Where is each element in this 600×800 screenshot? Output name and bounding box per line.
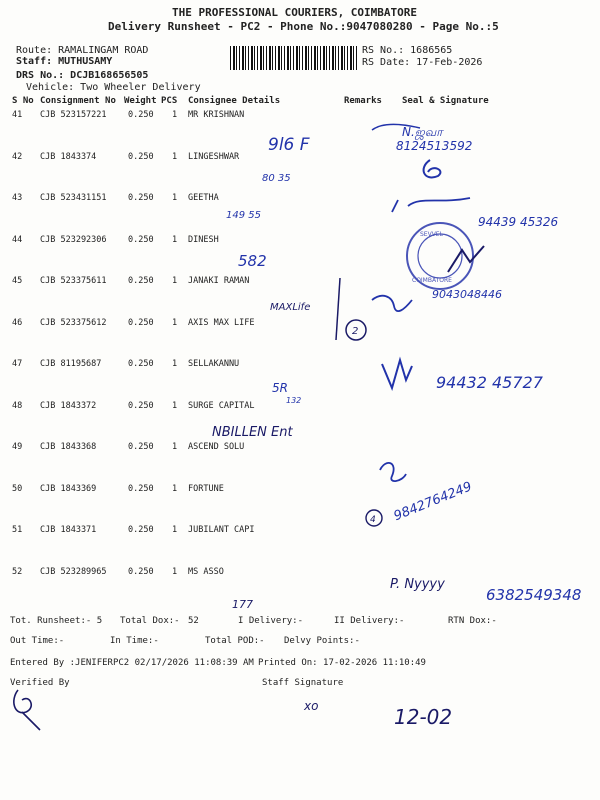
- hw-r46-circle-number: 2: [352, 326, 359, 337]
- ii-delivery: II Delivery:-: [334, 616, 405, 626]
- row-pcs: 1: [172, 152, 178, 162]
- verified-by: Verified By: [10, 678, 70, 688]
- row-weight: 0.250: [128, 484, 154, 494]
- row-pcs: 1: [172, 318, 178, 328]
- row-consignee: SURGE CAPITAL: [188, 401, 255, 411]
- row-consignment: CJB 1843372: [40, 401, 97, 411]
- row-weight: 0.250: [128, 318, 154, 328]
- row-weight: 0.250: [128, 525, 154, 535]
- row-consignee: SELLAKANNU: [188, 359, 240, 369]
- stamp-outer-ring: [407, 223, 473, 289]
- row-consignee: MR KRISHNAN: [188, 110, 245, 120]
- hw-r52-name: P. Nyyyy: [390, 577, 445, 592]
- row-pcs: 1: [172, 525, 178, 535]
- hw-r45-signature: [372, 296, 412, 311]
- rs-number: RS No.: 1686565: [362, 45, 453, 56]
- col-pcs: PCS: [161, 96, 178, 106]
- staff-label: Staff: MUTHUSAMY: [16, 56, 113, 67]
- row-pcs: 1: [172, 110, 178, 120]
- hw-r43-note: 149 55: [226, 210, 261, 221]
- staff-signature: Staff Signature: [262, 678, 344, 688]
- row-sno: 41: [12, 110, 23, 120]
- row-consignee: ASCEND SOLU: [188, 442, 245, 452]
- row-sno: 48: [12, 401, 23, 411]
- row-sno: 47: [12, 359, 23, 369]
- total-dox-value: 52: [188, 616, 199, 626]
- out-time: Out Time:-: [10, 636, 65, 646]
- row-pcs: 1: [172, 484, 178, 494]
- hw-r52-note: 177: [232, 598, 253, 611]
- row-weight: 0.250: [128, 110, 154, 120]
- row-consignee: DINESH: [188, 235, 219, 245]
- hw-r48-sub: 132: [286, 396, 302, 405]
- row-pcs: 1: [172, 442, 178, 452]
- hw-r41-sign-phone: 8124513592: [396, 139, 473, 153]
- hw-r48-name: NBILLEN Ent: [212, 425, 293, 440]
- hw-r49-signature: [380, 463, 406, 481]
- row-weight: 0.250: [128, 235, 154, 245]
- row-consignment: CJB 523375612: [40, 318, 107, 328]
- hw-r48-note: 5R: [272, 381, 288, 395]
- hw-r46-circle: [346, 320, 366, 340]
- row-pcs: 1: [172, 567, 178, 577]
- col-remarks: Remarks: [344, 96, 382, 106]
- route-label: Route: RAMALINGAM ROAD: [16, 45, 149, 56]
- col-weight: Weight: [124, 96, 157, 106]
- hw-r49-phone: 9842764249: [391, 479, 475, 525]
- row-weight: 0.250: [128, 359, 154, 369]
- printed-on: Printed On: 17-02-2026 11:10:49: [258, 658, 426, 668]
- row-consignee: JUBILANT CAPI: [188, 525, 255, 535]
- row-pcs: 1: [172, 359, 178, 369]
- total-dox-label: Total Dox:-: [120, 616, 180, 626]
- row-consignee: AXIS MAX LIFE: [188, 318, 255, 328]
- hw-r41-remark: 9l6 F: [268, 135, 310, 155]
- row-pcs: 1: [172, 235, 178, 245]
- row-consignment: CJB 81195687: [40, 359, 102, 369]
- col-seal-signature: Seal & Signature: [402, 96, 489, 106]
- vehicle-label: Vehicle: Two Wheeler Delivery: [26, 82, 201, 93]
- runsheet-title: Delivery Runsheet - PC2 - Phone No.:9047080280 - Page No.:5: [108, 20, 499, 33]
- row-consignment: CJB 1843371: [40, 525, 97, 535]
- row-pcs: 1: [172, 276, 178, 286]
- row-consignment: CJB 523375611: [40, 276, 107, 286]
- hw-date-note: 12-02: [394, 705, 453, 729]
- row-pcs: 1: [172, 401, 178, 411]
- row-sno: 52: [12, 567, 23, 577]
- hw-r46-note: MAXLife: [270, 302, 311, 313]
- seal-stamp: [407, 223, 473, 289]
- row-sno: 42: [12, 152, 23, 162]
- row-consignment: CJB 1843368: [40, 442, 97, 452]
- row-consignee: FORTUNE: [188, 484, 224, 494]
- row-weight: 0.250: [128, 442, 154, 452]
- row-sno: 44: [12, 235, 23, 245]
- hw-verified-signature: [14, 690, 40, 730]
- row-sno: 46: [12, 318, 23, 328]
- hw-r45-phone: 9043048446: [432, 288, 502, 301]
- entered-by: Entered By :JENIFERPC2 02/17/2026 11:08:39 AM: [10, 658, 254, 668]
- hw-r43-phone: 94439 45326: [478, 215, 559, 229]
- hw-r44-note: 582: [238, 252, 267, 270]
- row-sno: 45: [12, 276, 23, 286]
- col-consignment: Consignment No: [40, 96, 116, 106]
- total-pod: Total POD:-: [205, 636, 265, 646]
- in-time: In Time:-: [110, 636, 159, 646]
- row-weight: 0.250: [128, 401, 154, 411]
- stamp-text-top: SEVVEL: [420, 231, 443, 238]
- row-consignment: CJB 1843374: [40, 152, 97, 162]
- hw-r45-bracket: [336, 278, 340, 340]
- row-consignee: JANAKI RAMAN: [188, 276, 250, 286]
- rs-date: RS Date: 17-Feb-2026: [362, 57, 483, 68]
- delvy-points: Delvy Points:-: [284, 636, 360, 646]
- hw-r42-signature: [424, 160, 441, 177]
- hw-r43-signature: [392, 198, 470, 212]
- hw-r52-phone: 6382549348: [486, 586, 582, 604]
- hw-r41-stroke: [372, 124, 420, 130]
- row-consignment: CJB 523289965: [40, 567, 107, 577]
- barcode: [230, 46, 358, 70]
- row-consignment: CJB 523157221: [40, 110, 107, 120]
- row-consignee: LINGESHWAR: [188, 152, 240, 162]
- row-consignment: CJB 523292306: [40, 235, 107, 245]
- row-sno: 43: [12, 193, 23, 203]
- stamp-inner-ring: [418, 234, 462, 278]
- row-weight: 0.250: [128, 152, 154, 162]
- drs-number: DRS No.: DCJB168656505: [16, 70, 149, 81]
- row-sno: 51: [12, 525, 23, 535]
- hw-r49-circle: [366, 510, 382, 526]
- row-consignee: GEETHA: [188, 193, 219, 203]
- stamp-text-bottom: COIMBATORE: [412, 277, 452, 284]
- col-consignee: Consignee Details: [188, 96, 281, 106]
- col-sno: S No: [12, 96, 34, 106]
- row-consignment: CJB 523431151: [40, 193, 107, 203]
- row-consignment: CJB 1843369: [40, 484, 97, 494]
- hw-r47-phone: 94432 45727: [436, 373, 543, 392]
- hw-r49-circle-number: 4: [370, 515, 376, 525]
- hw-r41-sign-name: N.ஜவா: [402, 125, 443, 139]
- rtn-dox: RTN Dox:-: [448, 616, 497, 626]
- hw-staff-mark: xo: [304, 699, 319, 713]
- i-delivery: I Delivery:-: [238, 616, 304, 626]
- hw-r44-signature: [448, 246, 484, 272]
- row-pcs: 1: [172, 193, 178, 203]
- row-consignee: MS ASSO: [188, 567, 224, 577]
- tot-runsheet: Tot. Runsheet:- 5: [10, 616, 103, 626]
- row-weight: 0.250: [128, 276, 154, 286]
- hw-r42-note: 80 35: [262, 173, 291, 184]
- row-sno: 49: [12, 442, 23, 452]
- hw-r47-signature: [382, 360, 412, 388]
- row-weight: 0.250: [128, 193, 154, 203]
- company-name: THE PROFESSIONAL COURIERS, COIMBATORE: [172, 6, 418, 19]
- row-sno: 50: [12, 484, 23, 494]
- row-weight: 0.250: [128, 567, 154, 577]
